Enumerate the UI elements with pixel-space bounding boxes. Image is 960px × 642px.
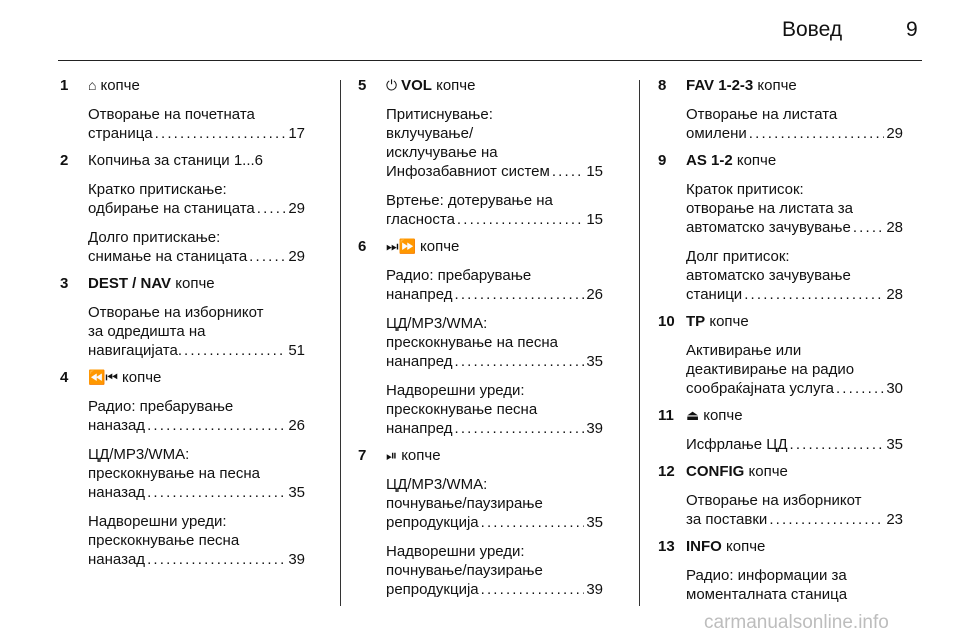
leader-dots [790,435,885,454]
play-pause-icon: ⏯ [386,447,398,463]
entry-description [88,105,305,143]
leader-dots [454,352,584,371]
index-entry [358,237,603,438]
index-entry [658,151,903,304]
entry-label: копче [709,313,749,330]
entry-number: 10 [658,313,675,330]
description-line: ЦД/MP3/WMA: [386,315,488,332]
leader-dots [836,379,884,398]
description-line: сообраќајната услуга [686,380,834,397]
page-reference-row [386,162,603,181]
entry-number: 8 [658,77,667,94]
entry-gap [658,304,903,312]
page-reference[interactable]: 39 [586,420,603,437]
entry-title [88,151,305,170]
button-name: DEST / NAV [88,275,172,292]
entry-label: копче [757,77,797,94]
description-line: Отворање на изборникот [88,304,264,321]
description-line: Активирање или [686,342,802,359]
column-1 [60,76,305,569]
description-line: Кратко притискање: [88,181,227,198]
description-line: Отворање на изборникот [686,492,862,509]
page-reference-row [686,218,903,237]
entry-description [88,512,305,569]
description-line: Вртење: дотерување на [386,192,553,209]
entry-number: 4 [60,369,69,386]
entry-number: 6 [358,238,367,255]
seek-forward-icon: ⏭⏩ [386,238,417,254]
page-reference-row [386,210,603,229]
description-line: репродукција [386,514,479,531]
entry-number: 13 [658,538,675,555]
entry-number: 5 [358,77,367,94]
index-entry [658,406,903,454]
entry-title [386,237,603,256]
leader-dots [249,247,286,266]
leader-dots [749,124,885,143]
entry-gap [658,143,903,151]
index-entry [358,76,603,229]
leader-dots [744,285,884,304]
entry-label: копче [401,447,441,464]
description-line: почнување/паузирање [386,495,543,512]
entry-title [88,76,305,95]
description-line: Радио: пребарување [386,267,532,284]
page-reference[interactable]: 17 [288,125,305,142]
entry-title [686,406,903,425]
page-reference-row [88,416,305,435]
page-reference[interactable]: 35 [288,484,305,501]
description-line: Краток притисок: [686,181,804,198]
description-line: Долг притисок: [686,248,790,265]
page-reference-row [686,285,903,304]
page-title: Вовед [782,18,843,41]
description-line: автоматско зачувување [686,267,851,284]
header-rule [58,60,922,61]
entry-description [686,341,903,398]
leader-dots [155,124,287,143]
leader-dots [481,513,585,532]
description-line: моменталната станица [686,586,848,603]
page-reference[interactable]: 35 [886,436,903,453]
description-line: страница [88,125,153,142]
button-name: CONFIG [686,463,745,480]
leader-dots [769,510,884,529]
leader-dots [257,199,287,218]
description-line: прескокнување песна [88,532,240,549]
page-reference-row [686,435,903,454]
description-line: нанапред [386,286,453,303]
description-line: снимање на станицата [88,248,248,265]
leader-dots [147,550,286,569]
eject-icon: ⏏ [686,407,700,423]
home-icon: ⌂ [88,77,97,93]
leader-dots [147,483,286,502]
page-reference-row [686,124,903,143]
index-entry [60,76,305,143]
description-line: ЦД/MP3/WMA: [386,476,488,493]
entry-gap [60,143,305,151]
entry-label: копче [100,77,140,94]
description-line: Отворање на почетната [88,106,255,123]
entry-description [88,228,305,266]
power-icon: ⏻ [386,77,398,93]
entry-gap [658,398,903,406]
entry-number: 12 [658,463,675,480]
entry-title [88,274,305,293]
page-reference[interactable]: 30 [886,380,903,397]
page-reference-row [88,483,305,502]
entry-description [686,105,903,143]
page-reference-row [386,285,603,304]
entry-number: 11 [658,407,674,424]
entry-description [88,397,305,435]
description-line: ЦД/MP3/WMA: [88,446,190,463]
entry-description [88,180,305,218]
entry-number: 7 [358,447,367,464]
entry-description [386,191,603,229]
leader-dots [184,341,286,360]
description-line: Отворање на листата [686,106,838,123]
entry-gap [60,360,305,368]
button-name: FAV 1-2-3 [686,77,754,94]
description-line: Надворешни уреди: [386,543,525,560]
entry-description [88,303,305,360]
column-2 [358,76,603,599]
description-line: гласноста [386,211,455,228]
description-line: почнување/паузирање [386,562,543,579]
description-line: навигацијата. [88,342,182,359]
description-line: Надворешни уреди: [88,513,227,530]
entry-title [88,368,305,387]
entry-label: копче [175,275,215,292]
entry-label: Копчиња за станици 1...6 [88,152,264,169]
entry-gap [358,229,603,237]
page-reference[interactable]: 51 [288,342,305,359]
entry-title [386,446,603,465]
index-entry [60,151,305,266]
description-line: вклучување/ [386,125,474,142]
entry-title [686,312,903,331]
page-reference-row [88,341,305,360]
description-line: Надворешни уреди: [386,382,525,399]
button-name: VOL [401,77,432,94]
leader-dots [147,416,286,435]
leader-dots [481,580,585,599]
page-reference-row [88,247,305,266]
description-line: прескокнување песна [386,401,538,418]
button-name: AS 1-2 [686,152,733,169]
page-reference[interactable]: 15 [586,163,603,180]
description-line: нанапред [386,353,453,370]
entry-gap [358,438,603,446]
entry-number: 1 [60,77,69,94]
button-name: INFO [686,538,722,555]
button-name: TP [686,313,706,330]
entry-title [386,76,603,95]
entry-number: 3 [60,275,69,292]
entry-gap [658,529,903,537]
entry-description [686,491,903,529]
description-line: нанапред [386,420,453,437]
page-reference[interactable]: 35 [586,353,603,370]
page-reference[interactable]: 15 [586,211,603,228]
description-line: деактивирање на радио [686,361,855,378]
entry-description [88,445,305,502]
page-reference[interactable]: 39 [288,551,305,568]
page-reference-row [686,510,903,529]
entry-label: копче [703,407,743,424]
page-reference[interactable]: 26 [288,417,305,434]
page-reference-row [386,352,603,371]
leader-dots [457,210,584,229]
seek-back-icon: ⏪⏮ [88,369,119,385]
page-reference[interactable]: 23 [886,511,903,528]
entry-label: копче [420,238,460,255]
page-reference-row [386,419,603,438]
description-line: репродукција [386,581,479,598]
entry-title [686,462,903,481]
description-line: отворање на листата за [686,200,853,217]
description-line: Притиснување: [386,106,493,123]
entry-title [686,537,903,556]
description-line: омилени [686,125,747,142]
entry-title [686,151,903,170]
description-line: наназад [88,417,146,434]
entry-label: копче [436,77,476,94]
column-divider [639,80,640,606]
leader-dots [552,162,585,181]
page-reference[interactable]: 35 [586,514,603,531]
page-reference[interactable]: 29 [288,248,305,265]
page-reference[interactable]: 29 [288,200,305,217]
entry-number: 9 [658,152,667,169]
entry-description [386,105,603,181]
index-entry [358,446,603,599]
index-entry [658,537,903,604]
leader-dots [853,218,885,237]
index-entry [658,76,903,143]
index-entry [658,462,903,529]
index-entry [60,368,305,569]
entry-label: копче [726,538,766,555]
page-reference[interactable]: 39 [586,581,603,598]
page-reference[interactable]: 28 [886,219,903,236]
leader-dots [454,419,584,438]
page-reference-row [386,513,603,532]
entry-description [386,314,603,371]
description-line: Радио: пребарување [88,398,234,415]
description-line: Радио: информации за [686,567,847,584]
entry-description [386,381,603,438]
description-line: за поставки [686,511,768,528]
description-line: прескокнување на песна [88,465,260,482]
description-line: наназад [88,551,146,568]
page-reference[interactable]: 28 [886,286,903,303]
index-entry [658,312,903,398]
watermark: carmanualsonline.info [704,612,889,633]
entry-description [386,542,603,599]
page-reference-row [88,199,305,218]
page-reference-row [686,379,903,398]
index-entry [60,274,305,360]
description-line: одбирање на станицата [88,200,255,217]
column-divider [340,80,341,606]
description-line: Исфрлање ЦД [686,436,788,453]
description-line: станици [686,286,743,303]
entry-description [686,566,903,604]
entry-gap [658,454,903,462]
entry-description [386,475,603,532]
page-reference[interactable]: 26 [586,286,603,303]
page-number: 9 [906,18,918,41]
description-line: Инфозабавниот систем [386,163,550,180]
entry-gap [60,266,305,274]
entry-title [686,76,903,95]
description-line: наназад [88,484,146,501]
page-reference[interactable]: 29 [886,125,903,142]
description-line: за одредишта на [88,323,206,340]
leader-dots [454,285,584,304]
description-line: прескокнување на песна [386,334,558,351]
column-3 [658,76,903,604]
entry-label: копче [122,369,162,386]
page-reference-row [88,124,305,143]
entry-label: копче [748,463,788,480]
entry-description [686,247,903,304]
entry-description [386,266,603,304]
description-line: исклучување на [386,144,498,161]
description-line: автоматско зачувување [686,219,851,236]
page-reference-row [386,580,603,599]
entry-label: копче [736,152,777,169]
page-reference-row [88,550,305,569]
description-line: Долго притискање: [88,229,221,246]
entry-description [686,180,903,237]
entry-description [686,435,903,454]
entry-number: 2 [60,152,69,169]
